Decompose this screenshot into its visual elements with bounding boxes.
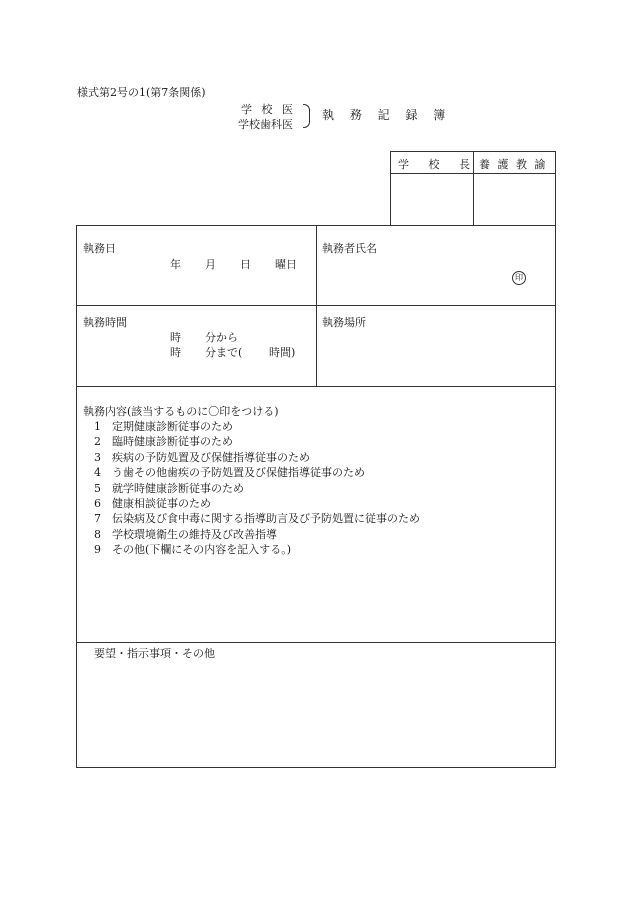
principal-label: 学 校 長 (398, 158, 478, 171)
work-content-item-text: その他(下欄にその内容を記入する。) (112, 543, 292, 557)
work-content-item-number: 2 (94, 435, 101, 449)
work-content-header: 執務内容(該当するものに〇印をつける) (83, 405, 279, 418)
work-content-item[interactable] (94, 433, 233, 449)
work-content-item[interactable] (94, 526, 277, 542)
work-content-item-number: 1 (94, 420, 101, 433)
work-content-item-text: 健康相談従事のため (112, 497, 211, 510)
work-content-item[interactable] (94, 464, 365, 480)
date-year-unit: 年 (170, 258, 181, 271)
title-brace (303, 104, 310, 128)
work-content-item-number: 4 (94, 466, 101, 480)
work-content-item-number: 8 (94, 527, 101, 541)
time-to-hour-unit: 時 (170, 346, 181, 359)
work-content-item[interactable] (94, 510, 420, 526)
work-content-item-text: 臨時健康診断従事のため (112, 435, 233, 449)
date-weekday-unit: 曜日 (275, 258, 297, 271)
work-place-label: 執務場所 (322, 316, 366, 329)
work-content-item-number: 3 (94, 450, 101, 464)
work-content-item-number: 5 (94, 481, 101, 495)
worker-name-label: 執務者氏名 (322, 242, 377, 255)
time-from-minute-unit: 分から (205, 331, 238, 344)
date-day-unit: 日 (240, 258, 251, 271)
work-content-item-number: 7 (94, 512, 101, 526)
title-role-school-doctor: 学 校 医 (241, 103, 296, 116)
time-to-minute-unit: 分まで( (205, 346, 243, 359)
work-time-label: 執務時間 (83, 316, 127, 329)
time-total-unit: 時間) (269, 346, 296, 359)
work-content-item-number: 6 (94, 497, 101, 510)
principal-stamp-area[interactable] (391, 174, 473, 225)
work-content-item[interactable] (94, 480, 244, 496)
remarks-label: 要望・指示事項・その他 (94, 647, 215, 660)
title-role-school-dentist: 学校歯科医 (238, 118, 293, 131)
yogo-teacher-label: 養 護 教 諭 (479, 158, 548, 171)
work-content-item-text: 疾病の予防処置及び保健指導従事のため (112, 450, 310, 464)
work-content-item-text: 定期健康診断従事のため (112, 420, 233, 433)
work-content-item[interactable] (94, 495, 211, 511)
seal-mark: 印 (512, 271, 526, 285)
time-from-hour-unit: 時 (170, 331, 181, 344)
work-content-item-text: う歯その他歯疾の予防処置及び保健指導従事のため (112, 466, 365, 480)
page-title: 執 務 記 録 簿 (322, 108, 452, 122)
work-content-item-text: 就学時健康診断従事のため (112, 481, 244, 495)
date-month-unit: 月 (205, 258, 216, 271)
work-content-item[interactable] (94, 418, 233, 434)
work-content-item[interactable] (94, 449, 310, 465)
work-content-item-text: 学校環境衛生の維持及び改善指導 (112, 527, 277, 541)
work-content-item-text: 伝染病及び食中毒に関する指導助言及び予防処置に従事のため (112, 512, 420, 526)
yogo-stamp-area[interactable] (474, 174, 555, 225)
form-number: 様式第2号の1(第7条関係) (77, 86, 206, 99)
work-date-label: 執務日 (83, 242, 116, 255)
work-content-item[interactable] (94, 541, 291, 557)
work-content-item-number: 9 (94, 543, 101, 557)
